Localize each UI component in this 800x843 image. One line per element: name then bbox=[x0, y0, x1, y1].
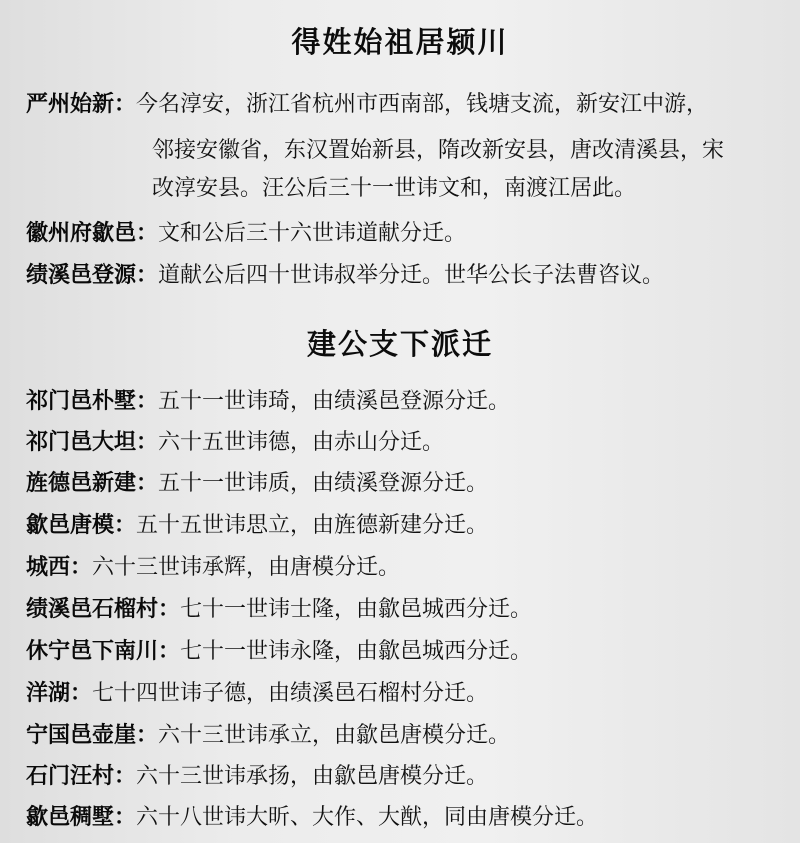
entry-text: 道献公后四十世讳叔举分迁。世华公长子法曹咨议。 bbox=[158, 263, 665, 288]
entry-label: 严州始新： bbox=[26, 92, 137, 117]
entry-label: 洋湖： bbox=[26, 681, 93, 706]
entry-yanzhou-shixin bbox=[26, 86, 786, 124]
section-title-surname-origin: 得姓始祖居颍川 bbox=[291, 25, 509, 59]
entry-text: 七十四世讳子德，由绩溪邑石榴村分迁。 bbox=[92, 681, 489, 706]
entry-label: 祁门邑大坦： bbox=[26, 430, 159, 455]
entry-text: 五十一世讳琦，由绩溪邑登源分迁。 bbox=[158, 389, 511, 414]
entry-label: 石门汪村： bbox=[26, 764, 137, 789]
entry-qimen-datan bbox=[26, 424, 786, 462]
entry-text: 七十一世讳士隆，由歙邑城西分迁。 bbox=[180, 597, 533, 622]
entry-continuation: 邻接安徽省，东汉置始新县，隋改新安县，唐改清溪县，宋 bbox=[152, 138, 725, 163]
entry-text: 今名淳安，浙江省杭州市西南部，钱塘支流，新安江中游， bbox=[136, 92, 709, 117]
entry-huizhou-sheyi bbox=[26, 215, 786, 253]
entry-label: 绩溪邑登源： bbox=[26, 263, 159, 288]
entry-label: 祁门邑朴墅： bbox=[26, 389, 159, 414]
entry-text: 七十一世讳永隆，由歙邑城西分迁。 bbox=[180, 639, 533, 664]
entry-yanghu bbox=[26, 675, 786, 713]
entry-text: 五十一世讳质，由绩溪登源分迁。 bbox=[158, 471, 489, 496]
entry-sheyi-tangmo bbox=[26, 507, 786, 545]
entry-ningguo-huya bbox=[26, 717, 786, 755]
entry-jingde-xinjian bbox=[26, 465, 786, 503]
entry-text: 六十八世讳大昕、大作、大猷，同由唐模分迁。 bbox=[136, 805, 599, 830]
entry-label: 歙邑稠墅： bbox=[26, 805, 137, 830]
entry-jixi-shiliucun bbox=[26, 591, 786, 629]
entry-text: 五十五世讳思立，由旌德新建分迁。 bbox=[136, 513, 489, 538]
entry-label: 旌德邑新建： bbox=[26, 471, 159, 496]
entry-continuation: 改淳安县。汪公后三十一世讳文和，南渡江居此。 bbox=[152, 176, 637, 201]
entry-shimen-wangcun bbox=[26, 758, 786, 796]
entry-label: 宁国邑壶崖： bbox=[26, 723, 159, 748]
entry-text: 六十三世讳承立，由歙邑唐模分迁。 bbox=[158, 723, 511, 748]
section-title-branch-migration: 建公支下派迁 bbox=[306, 327, 493, 361]
entry-sheyi-choushu bbox=[26, 799, 786, 837]
entry-jixi-dengyuan bbox=[26, 257, 786, 295]
entry-text: 六十三世讳承扬，由歙邑唐模分迁。 bbox=[136, 764, 489, 789]
entry-label: 城西： bbox=[26, 555, 93, 580]
entry-text: 六十三世讳承辉，由唐模分迁。 bbox=[92, 555, 401, 580]
entry-label: 歙邑唐模： bbox=[26, 513, 137, 538]
entry-label: 休宁邑下南川： bbox=[26, 639, 181, 664]
entry-chengxi bbox=[26, 549, 786, 587]
entry-text: 文和公后三十六世讳道献分迁。 bbox=[158, 221, 467, 246]
entry-label: 绩溪邑石榴村： bbox=[26, 597, 181, 622]
entry-label: 徽州府歙邑： bbox=[26, 221, 159, 246]
entry-xiuning-xianan bbox=[26, 633, 786, 671]
entry-qimen-pushu bbox=[26, 383, 786, 421]
entry-text: 六十五世讳德，由赤山分迁。 bbox=[158, 430, 445, 455]
